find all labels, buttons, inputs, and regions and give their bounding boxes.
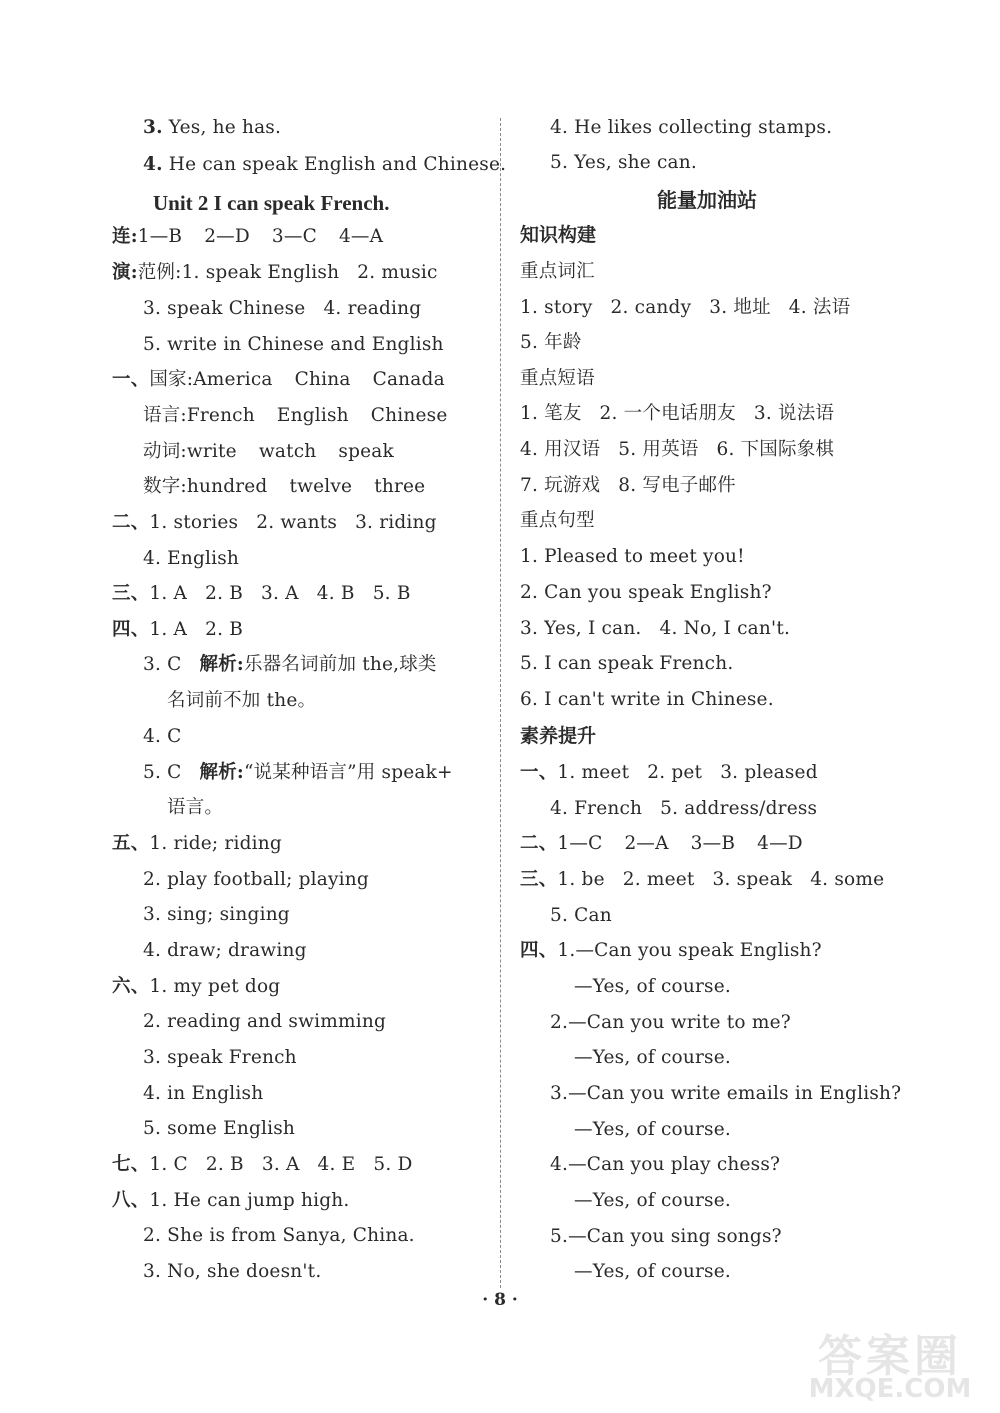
section-5: 3. sing; singing	[143, 904, 290, 925]
sentence-line: 2. Can you speak English?	[520, 582, 772, 603]
section-8: 3. No, she doesn't.	[143, 1261, 322, 1282]
sentence-line: 3. Yes, I can. 4. No, I can't.	[520, 618, 791, 639]
section-2: 二、1. stories 2. wants 3. riding	[112, 512, 437, 533]
dialogue-a: —Yes, of course.	[574, 1190, 731, 1211]
unit-title: Unit 2 I can speak French.	[153, 191, 390, 215]
section-5: 五、1. ride; riding	[112, 833, 282, 854]
section-6: 4. in English	[143, 1083, 264, 1104]
section-8: 八、1. He can jump high.	[112, 1190, 350, 1211]
section-4: 语言。	[167, 797, 224, 818]
dialogue-q: 5.—Can you sing songs?	[550, 1226, 782, 1247]
section-6: 3. speak French	[143, 1047, 297, 1068]
vocab-heading: 重点词汇	[520, 261, 595, 282]
section-4: 四、1. A 2. B	[112, 619, 244, 640]
dialogue-q: 四、1.—Can you speak English?	[520, 940, 822, 961]
dialogue-a: —Yes, of course.	[574, 1261, 731, 1282]
sentence-line: 6. I can't write in Chinese.	[520, 689, 774, 710]
dialogue-q: 4.—Can you play chess?	[550, 1154, 781, 1175]
r-section-1: 一、1. meet 2. pet 3. pleased	[520, 762, 818, 783]
watermark-url: MXQE.COM	[808, 1374, 972, 1404]
section-4: 3. C 解析:乐器名词前加 the,球类	[143, 654, 437, 675]
section-6: 5. some English	[143, 1118, 296, 1139]
lian-answers: 连:1—B 2—D 3—C 4—A	[112, 226, 384, 247]
section-4: 5. C 解析:“说某种语言”用 speak+	[143, 762, 453, 783]
section-2: 4. English	[143, 548, 240, 569]
section-7: 七、1. C 2. B 3. A 4. E 5. D	[112, 1154, 413, 1175]
dialogue-q: 3.—Can you write emails in English?	[550, 1083, 902, 1104]
yan-answers: 演:范例:1. speak English 2. music	[112, 262, 438, 283]
section-1-row: 一、国家:America China Canada	[112, 369, 445, 390]
answer-line: 4. He likes collecting stamps.	[550, 117, 833, 138]
r-section-1: 4. French 5. address/dress	[550, 798, 818, 819]
dialogue-q: 2.—Can you write to me?	[550, 1012, 791, 1033]
sentence-line: 1. Pleased to meet you!	[520, 546, 745, 567]
section-4: 4. C	[143, 726, 182, 747]
sentence-line: 5. I can speak French.	[520, 653, 734, 674]
section-title: 能量加油站	[657, 188, 757, 212]
phrase-line: 1. 笔友 2. 一个电话朋友 3. 说法语	[520, 403, 835, 424]
page-number: · 8 ·	[482, 1290, 518, 1310]
section-1-row: 语言:French English Chinese	[143, 405, 448, 426]
sentence-heading: 重点句型	[520, 510, 595, 531]
subsection-heading: 素养提升	[520, 725, 597, 747]
answer-line: 5. Yes, she can.	[550, 152, 697, 173]
column-divider	[500, 118, 501, 1288]
vocab-line: 1. story 2. candy 3. 地址 4. 法语	[520, 297, 851, 318]
section-6: 六、1. my pet dog	[112, 976, 281, 997]
subsection-heading: 知识构建	[520, 224, 597, 246]
section-1-row: 动词:write watch speak	[143, 441, 394, 462]
section-8: 2. She is from Sanya, China.	[143, 1225, 415, 1246]
watermark-text: 答案圈	[818, 1331, 962, 1382]
phrase-line: 7. 玩游戏 8. 写电子邮件	[520, 475, 736, 496]
section-5: 4. draw; drawing	[143, 940, 307, 961]
yan-answers: 5. write in Chinese and English	[143, 334, 444, 355]
yan-answers: 3. speak Chinese 4. reading	[143, 298, 422, 319]
r-section-3: 三、1. be 2. meet 3. speak 4. some	[520, 869, 885, 890]
section-4: 名词前不加 the。	[167, 690, 317, 711]
vocab-line: 5. 年龄	[520, 332, 582, 353]
r-section-3: 5. Can	[550, 905, 612, 926]
section-1-row: 数字:hundred twelve three	[143, 476, 426, 497]
dialogue-a: —Yes, of course.	[574, 1047, 731, 1068]
dialogue-a: —Yes, of course.	[574, 976, 731, 997]
answer-line: 4. He can speak English and Chinese.	[143, 154, 507, 175]
dialogue-a: —Yes, of course.	[574, 1119, 731, 1140]
watermark-logo	[790, 1320, 990, 1410]
phrase-heading: 重点短语	[520, 368, 595, 389]
answer-line: 3. Yes, he has.	[143, 117, 282, 138]
section-5: 2. play football; playing	[143, 869, 369, 890]
phrase-line: 4. 用汉语 5. 用英语 6. 下国际象棋	[520, 439, 835, 460]
section-6: 2. reading and swimming	[143, 1011, 387, 1032]
r-section-2: 二、1—C 2—A 3—B 4—D	[520, 833, 803, 854]
section-3: 三、1. A 2. B 3. A 4. B 5. B	[112, 583, 411, 604]
